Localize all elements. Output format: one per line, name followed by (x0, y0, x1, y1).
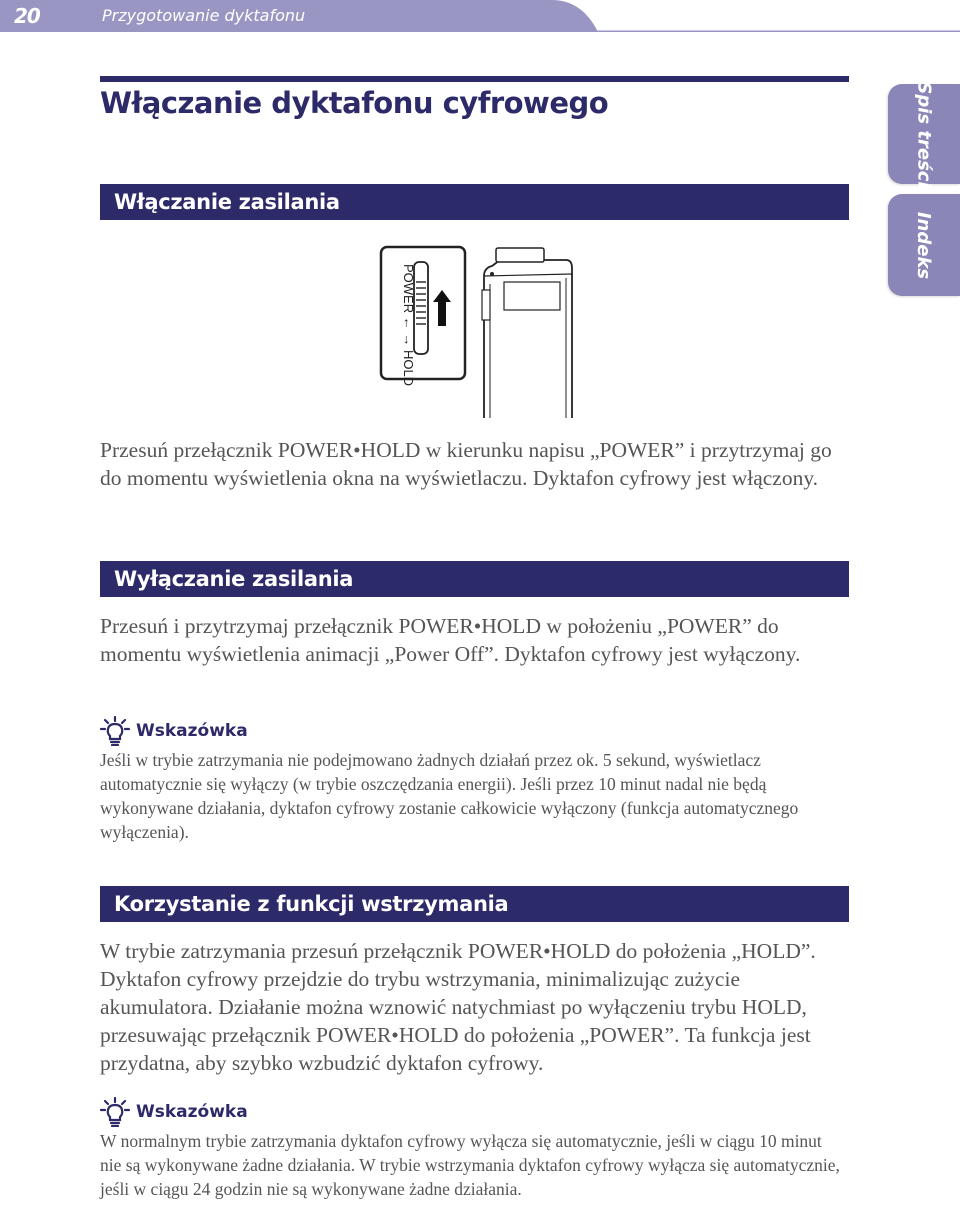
index-tab-label: Indeks (913, 211, 935, 279)
hint-text-auto-off: Jeśli w trybie zatrzymania nie podejmowano żadnych działań przez ok. 5 sekund, wyświetlacz automatycznie się wyłączy (w trybie oszczędzania energii). Jeśli przez 10 minut nadal nie będą wykonywane działania, dyktafon cyfrowy zostanie całkowicie wyłączony (funkcja automatycznego wyłączenia). (100, 750, 799, 842)
running-header-title: Przygotowanie dyktafonu (102, 6, 306, 25)
toc-tab[interactable] (888, 80, 960, 188)
hint-heading (100, 716, 248, 746)
section-heading-power-off (100, 561, 849, 597)
lightbulb-icon (100, 1097, 130, 1127)
device-switch-illustration (378, 244, 578, 418)
hint-label: Wskazówka (136, 721, 248, 741)
index-tab[interactable] (888, 194, 960, 296)
page-number: 20 (14, 4, 40, 28)
section-heading-text: Korzystanie z funkcji wstrzymania (114, 892, 509, 916)
power-off-instructions: Przesuń i przytrzymaj przełącznik POWER•HOLD w położeniu „POWER” do momentu wyświetlenia animacji „Power Off”. Dyktafon cyfrowy jest wyłączony. (100, 614, 801, 666)
hold-instructions: W trybie zatrzymania przesuń przełącznik POWER•HOLD do położenia „HOLD”. Dyktafon cyfrowy przejdzie do trybu wstrzymania, minimalizując zużycie akumulatora. Działanie można wznowić natychmiast po wyłączeniu trybu HOLD, przesuwając przełącznik POWER•HOLD do położenia „POWER”. Ta funkcja jest przydatna, aby szybko wzbudzić dyktafon cyfrowy. (100, 939, 816, 1075)
title-rule (100, 76, 849, 82)
hint-heading (100, 1097, 248, 1127)
hint-text-hold: W normalnym trybie zatrzymania dyktafon cyfrowy wyłącza się automatycznie, jeśli w ciągu 10 minut nie są wykonywane żadne działania. W trybie wstrzymania dyktafon cyfrowy wyłącza się automatycznie, jeśli w ciągu 24 godzin nie są wykonywane żadne działania. (100, 1131, 840, 1199)
section-heading-hold (100, 886, 849, 922)
lightbulb-icon (100, 716, 130, 746)
hint-label: Wskazówka (136, 1102, 248, 1122)
power-on-instructions: Przesuń przełącznik POWER•HOLD w kierunku napisu „POWER” i przytrzymaj go do momentu wyświetlenia okna na wyświetlaczu. Dyktafon cyfrowy jest włączony. (100, 438, 832, 490)
page-title: Włączanie dyktafonu cyfrowego (100, 86, 609, 120)
switch-label: POWER ← → HOLD (401, 264, 416, 387)
section-heading-power-on (100, 184, 849, 220)
section-heading-text: Włączanie zasilania (114, 190, 340, 214)
toc-tab-label: Spis treści (913, 80, 935, 188)
section-heading-text: Wyłączanie zasilania (114, 567, 354, 591)
